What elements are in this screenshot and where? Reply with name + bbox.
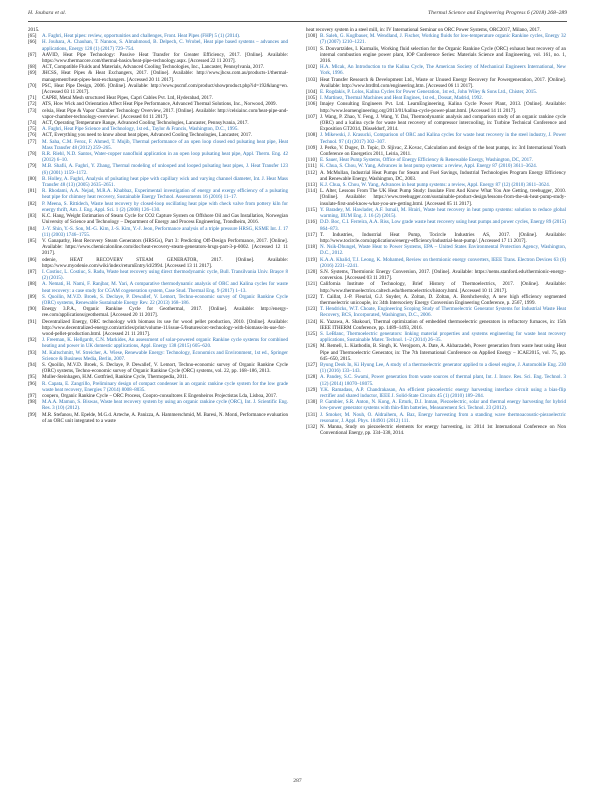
- reference-text: PSC, Heat Pipe Design, 2006. [Online]. Available: http://www.pscmf.com/product/showproduct.php?id=192&lang=en. [Accessed 03 11 2017].: [42, 82, 288, 96]
- reference-item: [306, 132, 566, 144]
- reference-item: [28, 201, 288, 213]
- reference-number: [128]: [306, 374, 317, 381]
- reference-link[interactable]: Y.K. Ramadass, A.P. Chandrakasan, An efficient piezoelectric energy harvesting interface circuit using a bias-flip rectifier and shared inductor, IEEE J. Solid-State Circuits 45 (1) (2010) 189–204.: [320, 386, 566, 399]
- header-authors: H. Jouhara et al.: [28, 10, 67, 16]
- reference-link[interactable]: J. Smoker, M. Nouh, O. Aldraihem, A. Baz, Energy harvesting from a standing wave thermoacoustic-piezoelectric resonator, J. Appl. Phys. 104901 (2012) 111.: [320, 411, 566, 424]
- left-column: [28, 27, 288, 424]
- reference-number: [106]: [306, 101, 317, 108]
- reference-item: [28, 52, 288, 64]
- reference-number: [88]: [28, 281, 37, 288]
- reference-link[interactable]: P. Meena, S. Rittidech, Waste heat recovery by closed-loop oscillating heat pipe with check valve from pottery kiln for energy thrift, Am. J. Eng. Appl. Sci. 1 (2) (2008) 126–130.: [42, 200, 288, 213]
- reference-link[interactable]: Byung Deok In, Ki Hyung Lee, A study of a thermoelectric generator applied to a diesel engine, J. Automobile Eng. 230 (1) (2016) 133–143.: [320, 361, 566, 375]
- reference-text: V. Ganapathy, Heat Recovery Steam Generators (HRSGs), Part 3: Predicting Off-Design Performance, 2017. [Online]. Available: https://www.chemicalonline.com/doc/heat-recovery-steam-generators-hrsgs-part-3-p-0002. [Accessed 12 11 2017].: [42, 237, 288, 257]
- reference-item: [28, 176, 288, 188]
- reference-item: [28, 294, 288, 306]
- reference-item: [306, 232, 566, 244]
- reference-link[interactable]: K.J. Chua, S. Chou, W. Yang, Advances in heat pump systems: a review, Appl. Energy 87 (12) (2010) 3611–3624.: [320, 182, 550, 189]
- reference-link[interactable]: M.A.A. Mamun, S. Biswas, Waste heat recovery system by using an organic rankine cycle (ORC), Int. J. Scientific Eng. Res. 3 (10) (2012).: [42, 399, 288, 412]
- reference-link[interactable]: Y. Baradey, M. Hawlader, A.F. Ismail, M. Hrairi, Waste heat recovery in heat pump systems: solution to reduce global warming, IIUM Eng. J. 16 (2) (2015).: [320, 206, 566, 220]
- reference-item: [306, 319, 566, 331]
- reference-item: [306, 387, 566, 399]
- reference-number: [122]: [306, 293, 317, 300]
- reference-link[interactable]: E. Sauer, Heat Pump Systems, Office of Energy Efficiency & Renewable Energy, Washington, DC, 2017.: [320, 157, 533, 164]
- reference-text: CAPRI, Metal Mesh structured Heat Pipes, Capri Cables Pvt. Ltd, Hyderabad, 2017.: [42, 95, 213, 102]
- reference-item: [306, 77, 566, 89]
- reference-item: [306, 46, 566, 65]
- running-header: [28, 10, 567, 20]
- left-column-continuation: 2015.: [28, 27, 40, 33]
- reference-number: [67]: [28, 51, 37, 58]
- reference-link[interactable]: S. LeBlanc, Thermoelectric generators: linking material properties and systems engineering for waste heat recovery applications, Sustainable Mater. Technol. 1–2 (2014) 26–35.: [320, 330, 566, 344]
- reference-number: [78]: [28, 151, 37, 158]
- reference-number: [84]: [28, 225, 37, 232]
- reference-number: [101]: [306, 45, 317, 52]
- reference-number: [97]: [28, 392, 37, 399]
- reference-item: [306, 362, 566, 374]
- reference-text: ACT, Everything you need to know about heat pipes, Advanced Cooling Technologies, Lancaster, 2017.: [42, 132, 253, 139]
- reference-number: [75]: [28, 126, 37, 133]
- reference-item: [28, 108, 288, 120]
- reference-text: Decentralized Energy, ORC technology with biomass its use for wood pellet production, 2010. [Online]. Available: http://www.decentralized-energy.com/articles/print/volume-11/issue-5/features/orc-technology-with-biomass-its-use-for-wood-pellet-production.html. [Accessed 21 11 2017].: [42, 318, 288, 337]
- reference-item: [28, 381, 288, 393]
- reference-number: [73]: [28, 107, 37, 114]
- reference-number: [129]: [306, 386, 317, 393]
- reference-item: [306, 343, 566, 362]
- reference-item: [306, 331, 566, 343]
- reference-number: [107]: [306, 113, 317, 120]
- reference-number: [105]: [306, 95, 317, 102]
- reference-number: [104]: [306, 89, 317, 96]
- reference-item: [28, 337, 288, 349]
- reference-number: [123]: [306, 306, 317, 313]
- reference-link[interactable]: P. Gambier, S.R. Anton, N. Kong, A. Erturk, D.J. Inman, Piezoelectric, solar and thermal energy harvesting for hybrid low-power generator systems with thin-film batteries, Measurement Sci. Technol. 23 (2012).: [320, 399, 566, 412]
- reference-link[interactable]: A. Pandey, S.C. Swami, Power generation from waste sources of thermal plant, Int. J. Innov. Res. Sci. Eng. Technol. 3 (12) (2014) 18070–18075.: [320, 374, 566, 387]
- reference-number: [113]: [306, 182, 317, 189]
- reference-text: N. Manna, Study on piezoelectric elements for energy harvesting, in: 2014 1st International Conference on Non Conventional Energy, pp. 334–338, 2014.: [320, 424, 566, 437]
- reference-text: K. Yazawa, A. Shakouri, Thermal optimization of embedded thermoelectric generators in refractory furnaces, in: 15th IEEE ITHERM Conference, pp. 1489–1493, 2016.: [320, 318, 566, 331]
- reference-text: T. Industries, Industrial Heat Pump, Tocircle Industries AS, 2017. [Online]. Available: http://www.tocircle.com/applications/energy-efficiency/industrial-heat-pump/. [Accessed 17 11 2017].: [320, 231, 566, 244]
- reference-number: [120]: [306, 268, 317, 275]
- reference-item: [28, 319, 288, 338]
- reference-item: [28, 151, 288, 163]
- header-journal: Thermal Science and Engineering Progress 6 (2018) 268–289: [428, 10, 567, 16]
- reference-link[interactable]: T. Hendricks, W.T. Choate, Engineering Scoping Study of Thermoelectric Generator Systems for Industrial Waste Heat Recovery, BCS, Incorporated, Washington, D.C., 2006.: [320, 306, 566, 319]
- reference-item: [28, 139, 288, 151]
- reference-number: [95]: [28, 374, 37, 381]
- reference-number: [111]: [306, 163, 317, 170]
- reference-link[interactable]: B. Holley, A. Faghri, Analysis of pulsating heat pipe with capillary wick and varying channel diameter, Int. J. Heat Mass Transfer 48 (13) (2005) 2635–2651.: [42, 175, 288, 189]
- reference-number: [65]: [28, 33, 37, 40]
- reference-item: [28, 350, 288, 362]
- reference-number: [102]: [306, 64, 317, 71]
- reference-number: [108]: [306, 132, 317, 139]
- reference-text: J. Wang, P. Zhao, Y. Feng, J. Wang, Y. Dai, Thermodynamic analysis and comparison study of an organic rankine cycle (ORC) and a kalina cycle for waste heat recovery of compressor intercooling, in: Turbine Technical Conference and Exposition GT2014, Düsseldorf, 2014.: [320, 113, 566, 133]
- reference-number: [93]: [28, 349, 37, 356]
- reference-number: [125]: [306, 330, 317, 337]
- reference-link[interactable]: A. Faghri, Heat pipes: review, opportunities and challenges, Front. Heat Pipes (FHP) 5 (1) (2014).: [42, 33, 241, 40]
- reference-item: [306, 424, 566, 436]
- reference-item: [28, 188, 288, 200]
- reference-text: ATS, How Wick and Orientation Affect Heat Pipe Performance, Advanced Thermal Solutions, Inc., Norwood, 2009.: [42, 101, 277, 108]
- reference-number: [71]: [28, 95, 37, 102]
- reference-number: [126]: [306, 343, 317, 350]
- reference-item: [28, 163, 288, 175]
- reference-item: [306, 294, 566, 306]
- header-rule: [28, 21, 567, 22]
- reference-item: [306, 114, 566, 133]
- reference-number: [121]: [306, 281, 317, 288]
- reference-link[interactable]: H.A. Mlcak, An Introduction to the Kalina Cycle, The American Society of Mechanical Engineers International, New York, 1996.: [320, 64, 566, 77]
- reference-item: [306, 257, 566, 269]
- reference-text: coopero, Organic Rankine Cycle – ORC Process, Coopro-consultores E Engenheiros Projectistas Lda, Lisboa, 2017.: [42, 392, 278, 399]
- reference-item: [306, 101, 566, 113]
- reference-link[interactable]: M.B. Shafii, A. Faghri, Y. Zhang, Thermal modeling of unlooped and looped pulsating heat pipes, J. Heat Transfer 123 (6) (2001) 1159–1172.: [42, 163, 288, 176]
- reference-number: [91]: [28, 318, 37, 325]
- reference-item: [306, 399, 566, 411]
- reference-number: [83]: [28, 213, 37, 220]
- reference-link[interactable]: R. Capata, E. Zangrillo, Preliminary design of compact condenser in an organic rankine cycle system for the low grade waste heat recovery, Energies 7 (2014) 8008–8035.: [42, 380, 288, 393]
- reference-number: [79]: [28, 163, 37, 170]
- reference-number: [130]: [306, 399, 317, 406]
- reference-link[interactable]: H. Jouhara, A. Chauhan, T. Nannou, S. Almahmoud, B. Delpech, C. Wrobel, Heat pipe based systems – advances and applications, Energy 128 (1) (2017) 729–754.: [42, 39, 288, 52]
- reference-number: [72]: [28, 101, 37, 108]
- reference-link[interactable]: R. Rhodami, A.A. Nejad, M.R.A. Khabbaz, Experimental investigation of energy and exergy efficiency of a pulsating heat pipe for chimney heat recovery, Sustainable Energy Technol. Assessments 16 (2016) 11–17.: [42, 188, 288, 201]
- reference-link[interactable]: D.D. Boc, C.I. Ferreira, A.A. Riss, Low grade waste heat recovery using heat pumps and power cycles, Energy 89 (2015) 864–873.: [320, 219, 566, 232]
- reference-text: Imajey Consulting Engineers Pvt. Ltd. LearnEngineering, Kalina Cycle Power Plant, 2013. [Online]. Available: http://www.learnengineering.org/2013/01/kalina-cycle-power-plant.html. [Accessed 14 11 2017].: [320, 101, 566, 114]
- reference-text: Muller-Steinhagen, H.M. Gottfried, Rankine Cycle, Thermopedia, 2011.: [42, 374, 189, 381]
- reference-number: [115]: [306, 206, 317, 213]
- reference-item: [28, 306, 288, 318]
- reference-link[interactable]: K.A.A. Khalid, T.J. Leong, K. Mohamed, Review on thermionic energy converters, IEEE Trans. Electron Devices 63 (6) (2016) 2231–2241.: [320, 256, 566, 269]
- reference-number: [92]: [28, 337, 37, 344]
- reference-link[interactable]: J. Freeman, K. Hellgardt, C.N. Markides, An assessment of solar-powered organic Rankine cycle systems for combined heating and power in UK domestic applications, Appl. Energy 138 (2015) 605–620.: [42, 337, 288, 350]
- reference-item: [306, 219, 566, 231]
- reference-text: M. Remeli, L. Kiatbodin, B. Singh, K. Verojporn, A. Date, A. Akbarzadeh, Power generation from waste heat using Heat Pipe and Thermoelectric Generator, in: The 7th International Conference on Applied Energy – ICAE2015, vol. 75, pp. 645–650, 2015.: [320, 343, 566, 362]
- reference-text: K.C. Hang, Weight Estimation of Steam Cycle for CO2 Capture System on Offshore Oil and Gas Installation, Norwegian University of Science and Technology – Department of Energy and Process Engineering, Trondheim, 2016.: [42, 213, 288, 226]
- reference-text: Energy 3.P.A., Organic Rankine Cycle for Geothermal, 2017. [Online]. Available: http://energy-ree.com/applications/geothermal. [Accessed 20 11 2017].: [42, 306, 288, 319]
- reference-number: [100]: [306, 33, 317, 40]
- reference-number: [117]: [306, 231, 317, 238]
- reference-text: celsia, Heat Pipe & Vapor Chamber Technology Overview, 2017. [Online]. Available: http://celsiainc.com/heat-pipe-and-vapor-chamber-technology-overview/. [Accessed 04 11 2017].: [42, 107, 288, 120]
- reference-text: ACT, Compatible Fluids and Materials, Advanced Cooling Technologies, Inc., Lancaster, Pennsylvania, 2017.: [42, 64, 265, 71]
- reference-number: [86]: [28, 256, 37, 263]
- reference-item: [28, 281, 288, 293]
- reference-number: [118]: [306, 244, 317, 251]
- reference-text: S.N. Systems, Thermionic Energy Conversion, 2017. [Online]. Available: https://nems.stanford.edu/thermionic-energy-conversion. [Accessed 03 11 2017].: [320, 268, 566, 282]
- reference-link[interactable]: N. Nsik-Dhungel, Waste Heat to Power Systems, EPA – United States Environmental Protection Agency, Washington, D.C., 2012.: [320, 244, 566, 257]
- reference-number: [110]: [306, 157, 317, 164]
- reference-link[interactable]: J. Mikewski, J. Krasucki, Comparison of ORC and Kalina cycles for waste heat recovery in the steel industry, J. Power Technol. 97 (4) (2017) 302–307.: [320, 132, 566, 145]
- reference-number: [132]: [306, 424, 317, 430]
- reference-text: odenie, HEAT RECOVERY STEAM GENERATOR, 2017. [Online]. Available: https://www.myodenie.com/wiki/index/returnEntry/id/2994. [Accessed 13 11 2017].: [42, 256, 288, 269]
- reference-link[interactable]: M. Kaltschmitt, W. Streicher, A. Wiese, Renewable Energy: Technology, Economics and Environment, 1st ed., Springer Science & Business Media, Berlin, 2007.: [42, 349, 288, 362]
- reference-number: [85]: [28, 237, 37, 244]
- reference-text: J. Perko, V. Dugec, D. Topic, D. Sljivac, Z.Kovac, Calculation and design of the heat pumps, in: 3rd International Youth Conference on Energetics 2011, Leiria, 2011.: [320, 144, 566, 158]
- reference-text: Heat Transfer Research & Development Ltd., Waste or Unused Energy Recovery for Powergeneration, 2017. [Online]. Available: http://www.htrdltd.com/engineering.htm. [Accessed 06 11 2017].: [320, 76, 566, 89]
- reference-number: [99]: [28, 411, 37, 418]
- reference-link[interactable]: A. Faghri, Heat Pipe Science and Technology, 1st ed., Taylor & Francis, Washington, D.C., 1995.: [42, 126, 239, 133]
- reference-item: [306, 412, 566, 424]
- reference-number: [103]: [306, 76, 317, 83]
- reference-number: [74]: [28, 120, 37, 127]
- reference-item: [306, 170, 566, 182]
- reference-item: [306, 33, 566, 45]
- reference-number: [82]: [28, 200, 37, 207]
- reference-link[interactable]: I. Martinez, Thermal Machines and Heat Engines, 1st ed., Dossat, Madrid, 1992.: [320, 95, 483, 102]
- reference-item: [28, 226, 288, 238]
- reference-item: [28, 399, 288, 411]
- reference-item: [306, 306, 566, 318]
- right-column: [306, 27, 566, 436]
- reference-item: [306, 188, 566, 207]
- reference-text: AAVID, Heat Pipe Technology: Passive Heat Transfer for Greater Efficiency, 2017. [Online]. Available: https://www.thermacore.com/thermal-basics/heat-pipe-technology.aspx. [Accessed 22 11 2017].: [42, 51, 288, 65]
- reference-item: [28, 83, 288, 95]
- reference-item: [306, 374, 566, 386]
- reference-number: [69]: [28, 70, 37, 77]
- reference-text: ACT, Operating Temperature Range, Advanced Cooling Technologies, Lancaster, Pennsylvania, 2017.: [42, 120, 249, 127]
- reference-text: JHCSS, Heat Pipes & Heat Exchangers, 2017. [Online]. Available: http://www.jhcss.com.au/products-1/thermal-management/heat-pipes-heat-exchangers. [Accessed 20 11 2017].: [42, 70, 288, 83]
- reference-number: [94]: [28, 361, 37, 368]
- reference-number: [131]: [306, 411, 317, 418]
- reference-item: [28, 362, 288, 374]
- reference-item: [28, 213, 288, 225]
- reference-number: [114]: [306, 188, 317, 195]
- reference-number: [124]: [306, 318, 317, 325]
- reference-number: [90]: [28, 306, 37, 313]
- reference-number: [96]: [28, 380, 37, 387]
- reference-item: [306, 64, 566, 76]
- reference-item: [306, 207, 566, 219]
- reference-item: [306, 281, 566, 293]
- reference-item: [28, 257, 288, 269]
- reference-link[interactable]: B. Saleh, G. Koglbauer, M. Wendland, J. Fischer, Working fluids for low-temperature organic Rankine cycles, Energy 32 (7) (2007) 1210–1221.: [320, 33, 566, 46]
- reference-link[interactable]: J.-Y. Shin, Y.-S. Son, M.-G. Kim, J.-S. Kim, Y.-J. Jeon, Performance analysis of a triple pressure HRSG, KSME Int. J. 17 (11) (2003) 1746–1755.: [42, 225, 288, 238]
- reference-link[interactable]: I. Costiuc, L. Costiuc, S. Radu, Waste heat recovery using direct thermodynamic cycle, Bull. Transilvania Univ. Brașov 8 (2) (2015).: [42, 268, 288, 282]
- reference-number: [77]: [28, 138, 37, 145]
- reference-number: [81]: [28, 188, 37, 195]
- reference-link[interactable]: R.R. Riehl, N.D. Santos, Water-copper nanofluid application in an open loop pulsating heat pipe, Appl. Therm. Eng. 42 (2012) 6–10.: [42, 151, 288, 164]
- page-number: 287: [293, 778, 302, 784]
- reference-number: [119]: [306, 256, 317, 263]
- right-column-continuation: heat recovery system in a steel mill, in: IV International Seminar on ORC Power Systems, ORC2017, Milano, 2017.: [306, 27, 541, 33]
- reference-text: S. Quoilin, M.V.D. Broek, S. Declaye, P. Dewallef, V. Lemort, Techno-economic survey of Organic Rankine Cycle (ORC) systems, Techno-economic survey of Organic Rankine Cycle (ORC) systems, vol. 22, pp. 168–186, 2013.: [42, 361, 288, 375]
- reference-item: [306, 244, 566, 256]
- reference-number: [76]: [28, 132, 37, 139]
- reference-number: [87]: [28, 268, 37, 275]
- reference-text: S. Douvartzides, I. Karmalis, Working fluid selection for the Organic Rankine Cycle (ORC) exhaust heat recovery of an internal combustion engine power plant, IOP Conference Series: Materials Science and Engineering, vol. 161, no. 1, 2016.: [320, 45, 566, 65]
- reference-item: [28, 39, 288, 51]
- reference-number: [112]: [306, 169, 317, 176]
- reference-link[interactable]: S. Quoilin, M.V.D. Broek, S. Declaye, P. Dewallef, V. Lemort, Techno-economic survey of Organic Rankine Cycle (ORC) systems, Renewable Sustainable Energy Rev. 22 (2013) 168–186.: [42, 293, 288, 306]
- reference-item: [28, 70, 288, 82]
- reference-item: [28, 412, 288, 424]
- reference-link[interactable]: K. Chua, S. Chou, W. Yang, Advances in heat pump systems: a review, Appl. Energy 87 (2010) 3611–3624.: [320, 163, 538, 170]
- reference-item: [28, 238, 288, 257]
- reference-link[interactable]: A. Nemati, H. Nami, F. Ranjbar, M. Yari, A comparative thermodynamic analysis of ORC and Kalina cycles for waste heat recovery: a case study for CGAM cogeneration system, Case Stud. Thermal Eng. 9 (2017) 1–13.: [42, 281, 288, 294]
- reference-text: A. McMullan, Industrial Heat Pumps for Steam and Fuel Savings, Industrial Technologies Program Energy Efficiency and Renewable Energy, Washington, DC, 2003.: [320, 169, 566, 182]
- reference-link[interactable]: M. Saha, C.M. Feroz, F. Ahmed, T. Mujib, Thermal performance of an open loop closed end pulsating heat pipe, Heat Mass Transfer 48 (2012) 259–265.: [42, 138, 288, 151]
- reference-text: M.R. Stefanou, M. Epelde, M.G.d. Arteche, A. Panizza, A. Hammerschmid, M. Baresi, N. Monti, Performance evaluation of an ORC unit integrated to a waste: [42, 411, 288, 424]
- reference-number: [66]: [28, 39, 37, 46]
- reference-number: [89]: [28, 293, 37, 300]
- reference-number: [98]: [28, 399, 37, 406]
- reference-number: [116]: [306, 219, 317, 226]
- reference-text: T. Caillat, J.-P. Fleurial, G.J. Snyder, A. Zoltan, D. Zoltan, A. Borshchevsky, A new high efficiency segmented thermoelectric unicouple, in: 34th Intersociety Energy Conversion Engineering Conference, p. 2567, 1999.: [320, 293, 566, 306]
- reference-number: [109]: [306, 144, 317, 151]
- reference-item: [28, 269, 288, 281]
- reference-item: [306, 269, 566, 281]
- reference-text: California Institute of Technology, Brief History of Thermoelectrics, 2017. [Online]. Available: http://www.thermoelectrics.caltech.edu/thermoelectrics/history.html. [Accessed 10 11 2017].: [320, 281, 566, 294]
- reference-item: [306, 145, 566, 157]
- reference-number: [80]: [28, 175, 37, 182]
- reference-number: [127]: [306, 361, 317, 368]
- reference-link[interactable]: E. Rogdakis, P. Lolos, Kalina Cycles for Power Generation, 1st ed., John Wiley & Sons Ltd., Chister, 2015.: [320, 89, 538, 96]
- reference-number: [70]: [28, 82, 37, 89]
- reference-text: L. Alter, Lessons From The UK Heat Pump Study: Insulate First And Know What You Are Getting, treehugger, 2010. [Online]. Available: https://www.treehugger.com/sustainable-product-design/lessons-from-the-uk-heat-pump-study-insulate-first-and-know-what-you-are-getting.html. [Accessed 05 11 2017].: [320, 188, 566, 207]
- reference-number: [68]: [28, 64, 37, 71]
